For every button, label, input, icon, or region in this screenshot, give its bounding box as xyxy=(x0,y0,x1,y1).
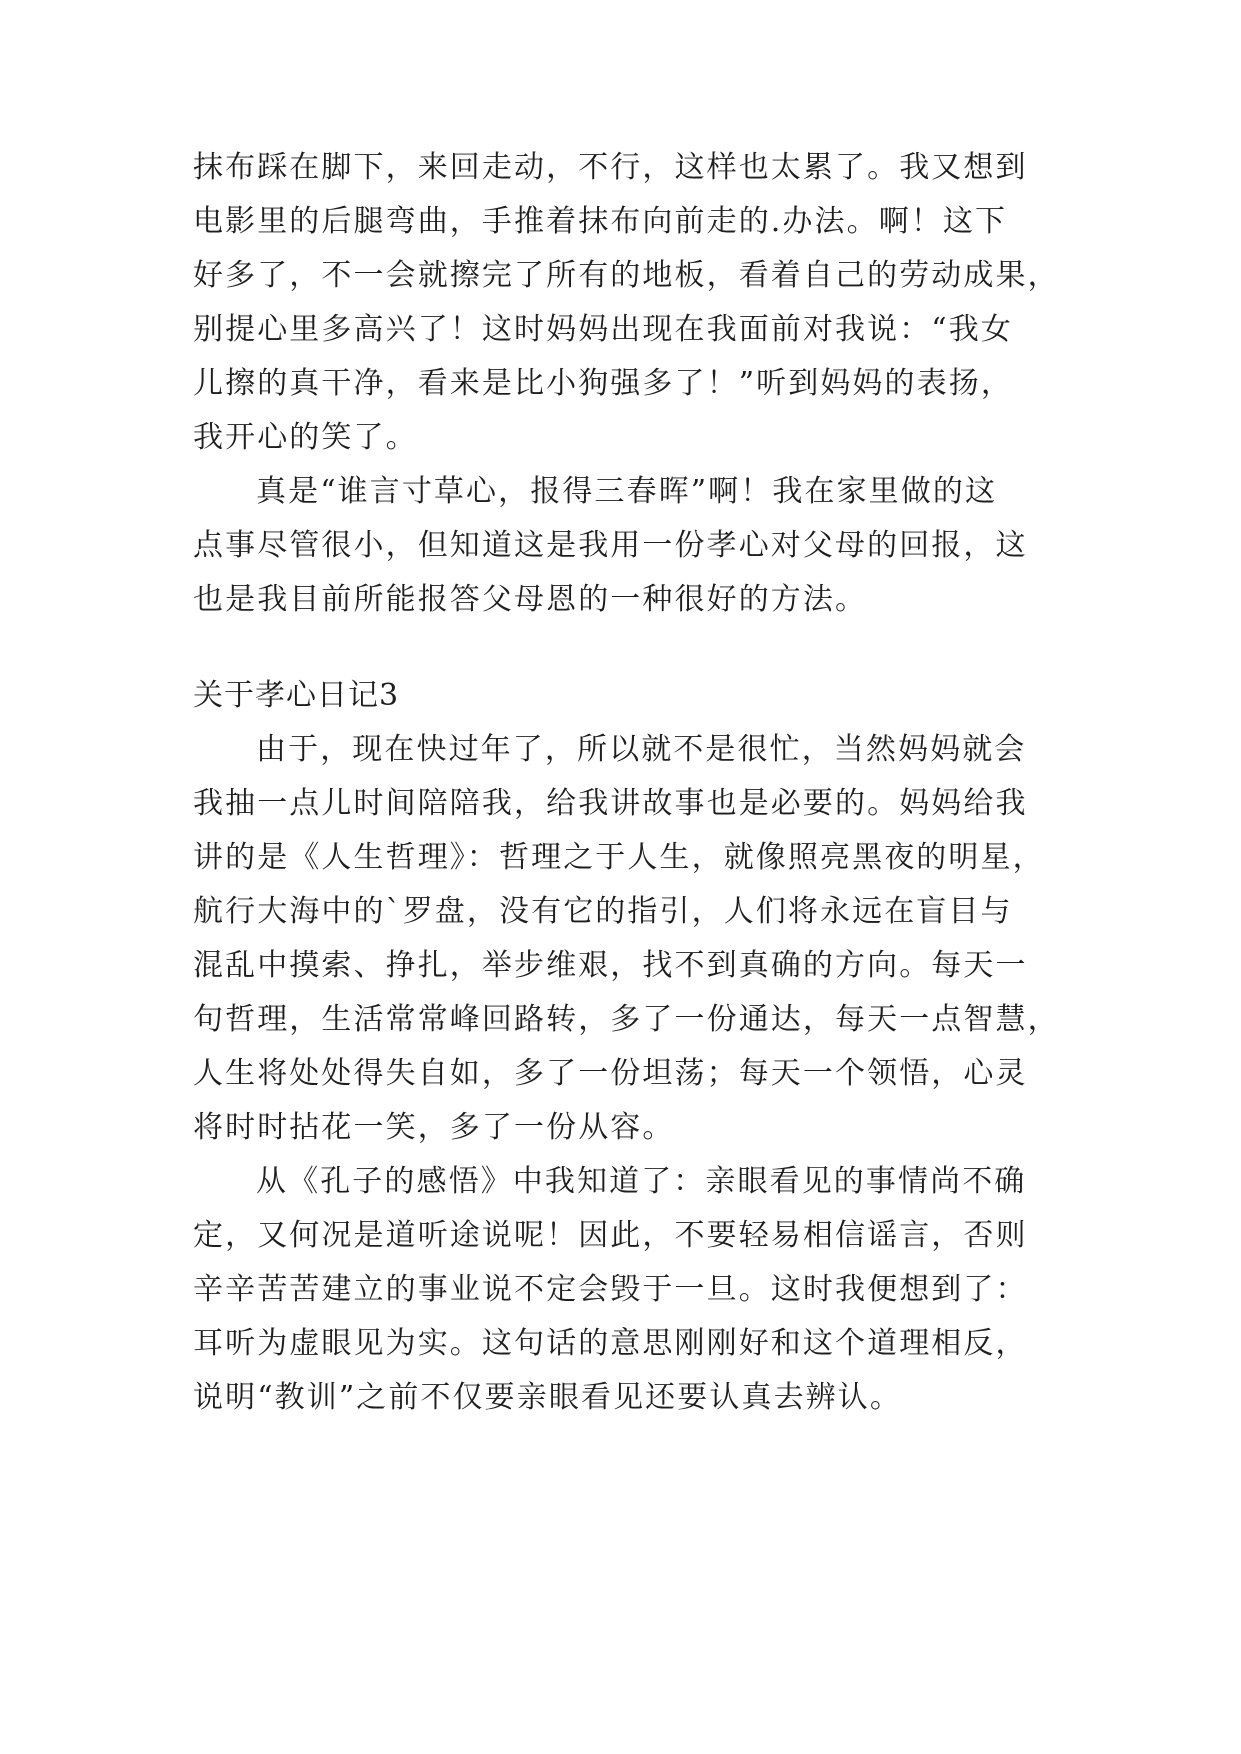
paragraph-line: 耳听为虚眼见为实。这句话的意思刚刚好和这个道理相反， xyxy=(193,1326,1028,1361)
paragraph-line: 抹布踩在脚下，来回走动，不行，这样也太累了。我又想到 xyxy=(193,150,1028,185)
paragraph-line: 点事尽管很小，但知道这是我用一份孝心对父母的回报，这 xyxy=(193,528,1028,563)
paragraph-line: 混乱中摸索、挣扎，举步维艰，找不到真确的方向。每天一 xyxy=(193,948,1028,983)
paragraph-line: 我抽一点儿时间陪陪我，给我讲故事也是必要的。妈妈给我 xyxy=(193,786,1028,821)
paragraph-line: 航行大海中的`罗盘，没有它的指引，人们将永远在盲目与 xyxy=(193,894,1013,929)
paragraph-line: 句哲理，生活常常峰回路转，多了一份通达，每天一点智慧， xyxy=(193,1002,1060,1037)
paragraph-line: 说明“教训”之前不仅要亲眼看见还要认真去辨认。 xyxy=(193,1380,902,1415)
paragraph-line: 人生将处处得失自如，多了一份坦荡；每天一个领悟，心灵 xyxy=(193,1056,1028,1091)
section-title: 关于孝心日记3 xyxy=(193,678,400,713)
paragraph-line: 好多了，不一会就擦完了所有的地板，看着自己的劳动成果， xyxy=(193,258,1060,293)
paragraph-line: 从《孔子的感悟》中我知道了：亲眼看见的事情尚不确 xyxy=(256,1164,1027,1199)
paragraph-line: 我开心的笑了。 xyxy=(193,420,418,455)
paragraph-line: 定，又何况是道听途说呢！因此，不要轻易相信谣言，否则 xyxy=(193,1218,1028,1253)
paragraph-line: 将时时拈花一笑，多了一份从容。 xyxy=(193,1110,675,1145)
paragraph-line: 由于，现在快过年了，所以就不是很忙，当然妈妈就会 xyxy=(256,732,1027,767)
paragraph-line: 讲的是《人生哲理》：哲理之于人生，就像照亮黑夜的明星， xyxy=(193,840,1045,875)
paragraph-line: 也是我目前所能报答父母恩的一种很好的方法。 xyxy=(193,582,868,617)
paragraph-line: 别提心里多高兴了！这时妈妈出现在我面前对我说：“我女 xyxy=(193,312,1013,347)
paragraph-line: 儿擦的真干净，看来是比小狗强多了！”听到妈妈的表扬， xyxy=(193,366,1013,401)
paragraph-line: 电影里的后腿弯曲，手推着抹布向前走的.办法。啊！这下 xyxy=(193,204,1008,239)
paragraph-line: 辛辛苦苦建立的事业说不定会毁于一旦。这时我便想到了： xyxy=(193,1272,1028,1307)
paragraph-line: 真是“谁言寸草心，报得三春晖”啊！我在家里做的这 xyxy=(256,474,998,509)
